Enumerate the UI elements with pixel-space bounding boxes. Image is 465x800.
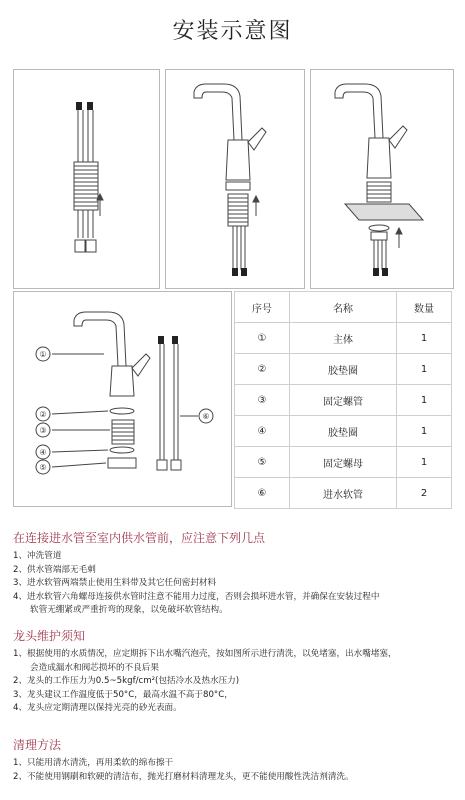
row-qty: 1 <box>397 416 452 447</box>
list-item: 软管无绷紧或严重折弯的现象，以免破坏软管结构。 <box>30 605 228 615</box>
hoses-illustration <box>14 70 159 288</box>
row-qty: 1 <box>397 385 452 416</box>
table-row <box>235 416 452 447</box>
row-no: ⑤ <box>235 447 290 478</box>
faucet-assembly-illustration <box>166 70 304 288</box>
list-item: 3、进水软管两端禁止使用生料带及其它任何密封材料 <box>13 578 217 588</box>
list-item: 4、龙头应定期清理以保持光亮的砂光表面。 <box>13 703 182 713</box>
table-row <box>235 447 452 478</box>
header-name: 名称 <box>289 292 396 323</box>
list-item: 3、龙头建议工作温度低于50°C，最高水温不高于80°C， <box>13 689 233 700</box>
table-row <box>235 478 452 509</box>
diagram-step-2 <box>165 69 305 289</box>
precautions-section <box>13 529 453 618</box>
header-qty: 数量 <box>397 292 452 323</box>
row-no: ③ <box>235 385 290 416</box>
row-no: ① <box>235 323 290 354</box>
row-no: ④ <box>235 416 290 447</box>
page-title: 安装示意图 <box>172 19 293 44</box>
maintenance-section <box>13 627 453 716</box>
callout-4: ④ <box>39 448 47 457</box>
section-heading: 清理方法 <box>13 738 62 752</box>
callout-2: ② <box>39 410 47 419</box>
exploded-view-illustration <box>14 292 231 506</box>
parts-table <box>234 291 452 509</box>
list-item: 会造成漏水和阀芯损坏的不良后果 <box>30 662 159 673</box>
section-heading: 在连接进水管至室内供水管前，应注意下列几点 <box>13 531 266 545</box>
list-item: 1、根据使用的水质情况，应定期拆下出水嘴汽泡壳，按如图所示进行清洗，以免堵塞，出水嘴堵塞， <box>13 649 397 659</box>
row-no: ⑥ <box>235 478 290 509</box>
list-item: 1、只能用清水清洗，再用柔软的绵布擦干 <box>13 758 174 768</box>
row-qty: 1 <box>397 354 452 385</box>
section-heading: 龙头维护须知 <box>13 629 86 643</box>
row-qty: 1 <box>397 447 452 478</box>
table-row <box>235 354 452 385</box>
list-item: 1、冲洗管道 <box>13 551 62 561</box>
row-name: 固定螺母 <box>289 447 396 478</box>
row-name: 进水软管 <box>289 478 396 509</box>
callout-6: ⑥ <box>202 412 210 421</box>
table-row <box>235 385 452 416</box>
list-item: 2、不能使用钢刷和软硬的清洁布，抛光打磨材料清理龙头，更不能使用酸性洗洁剂清洗。 <box>13 771 354 782</box>
row-name: 胶垫圈 <box>289 354 396 385</box>
list-item: 2、龙头的工作压力为0.5~5kgf/cm²(包括冷水及热水压力) <box>13 676 240 686</box>
parts-diagram <box>13 291 232 507</box>
header-no: 序号 <box>235 292 290 323</box>
row-name: 主体 <box>289 323 396 354</box>
row-qty: 2 <box>397 478 452 509</box>
row-qty: 1 <box>397 323 452 354</box>
diagram-step-1 <box>13 69 160 289</box>
callout-5: ⑤ <box>39 463 47 472</box>
table-header-row <box>235 292 452 323</box>
list-item: 4、进水软管六角螺母连接供水管时注意不能用力过度，否则会损坏进水管，并确保在安装过程中 <box>13 591 380 602</box>
table-row <box>235 323 452 354</box>
list-item: 2、供水管端部无毛刺 <box>13 564 96 575</box>
callout-3: ③ <box>39 426 47 435</box>
row-no: ② <box>235 354 290 385</box>
row-name: 胶垫圈 <box>289 416 396 447</box>
callout-1: ① <box>39 350 47 359</box>
cleaning-section <box>13 736 453 784</box>
diagram-step-3 <box>310 69 454 289</box>
row-name: 固定螺管 <box>289 385 396 416</box>
faucet-mounted-illustration <box>311 70 453 288</box>
